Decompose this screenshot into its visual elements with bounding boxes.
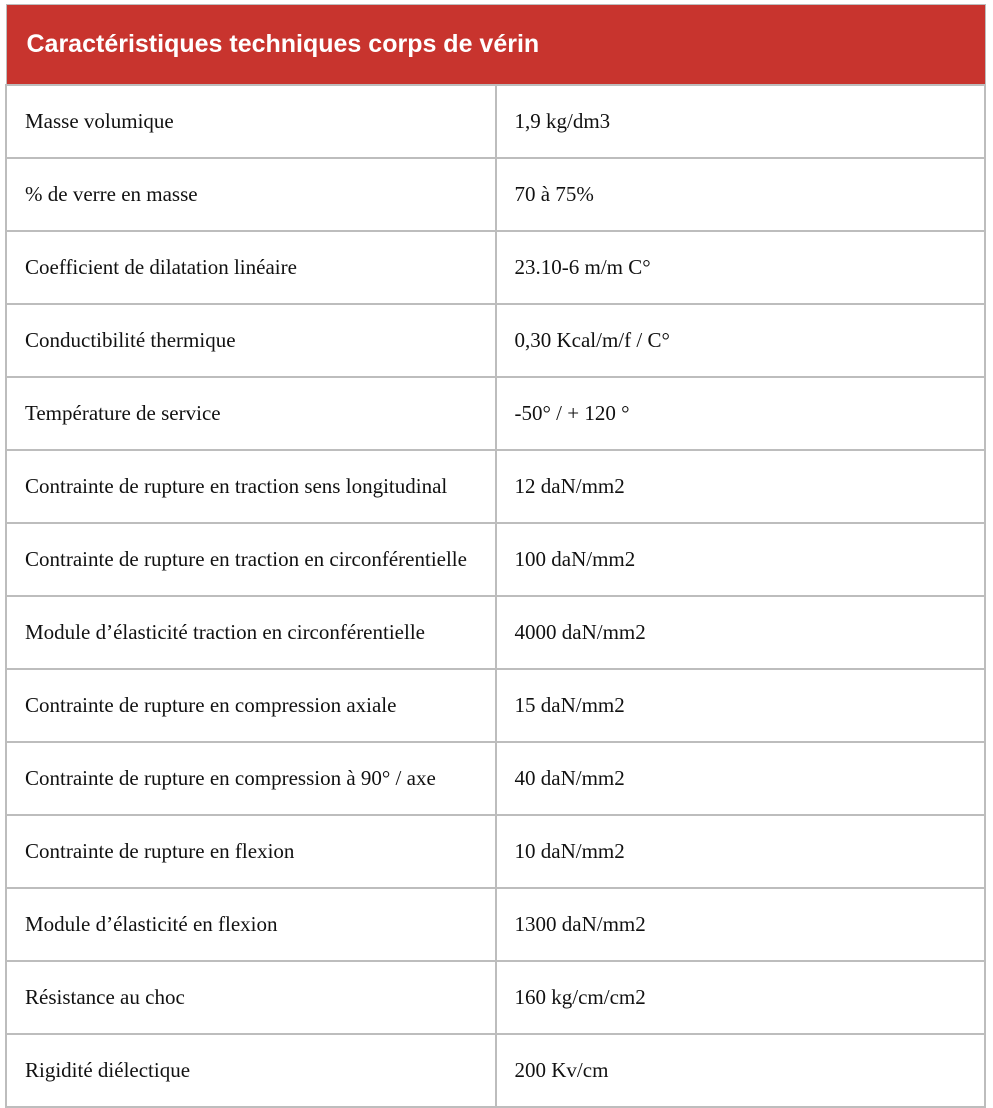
table-row	[6, 596, 985, 669]
row-label: Module d’élasticité en flexion	[6, 888, 496, 961]
row-label: % de verre en masse	[6, 158, 496, 231]
row-label: Contrainte de rupture en compression axiale	[6, 669, 496, 742]
row-label: Coefficient de dilatation linéaire	[6, 231, 496, 304]
row-label: Contrainte de rupture en traction sens longitudinal	[6, 450, 496, 523]
row-label: Masse volumique	[6, 85, 496, 158]
row-label: Résistance au choc	[6, 961, 496, 1034]
table-row	[6, 304, 985, 377]
row-value: 1,9 kg/dm3	[496, 85, 986, 158]
table-row	[6, 377, 985, 450]
row-value: 0,30 Kcal/m/f / C°	[496, 304, 986, 377]
row-label: Température de service	[6, 377, 496, 450]
table-row	[6, 231, 985, 304]
row-label: Rigidité diélectique	[6, 1034, 496, 1107]
row-value: -50° / + 120 °	[496, 377, 986, 450]
row-value: 160 kg/cm/cm2	[496, 961, 986, 1034]
row-value: 70 à 75%	[496, 158, 986, 231]
table-row	[6, 815, 985, 888]
row-value: 1300 daN/mm2	[496, 888, 986, 961]
table-title: Caractéristiques techniques corps de vérin	[6, 5, 985, 86]
row-value: 100 daN/mm2	[496, 523, 986, 596]
table-header-row	[6, 5, 985, 86]
row-label: Contrainte de rupture en flexion	[6, 815, 496, 888]
row-label: Module d’élasticité traction en circonférentielle	[6, 596, 496, 669]
row-label: Conductibilité thermique	[6, 304, 496, 377]
row-value: 15 daN/mm2	[496, 669, 986, 742]
row-label: Contrainte de rupture en compression à 90° / axe	[6, 742, 496, 815]
table-row	[6, 742, 985, 815]
row-value: 200 Kv/cm	[496, 1034, 986, 1107]
table-row	[6, 888, 985, 961]
table-row	[6, 450, 985, 523]
spec-table	[5, 4, 986, 1108]
table-row	[6, 158, 985, 231]
row-label: Contrainte de rupture en traction en circonférentielle	[6, 523, 496, 596]
row-value: 10 daN/mm2	[496, 815, 986, 888]
table-row	[6, 523, 985, 596]
row-value: 40 daN/mm2	[496, 742, 986, 815]
table-row	[6, 85, 985, 158]
table-row	[6, 1034, 985, 1107]
row-value: 23.10-6 m/m C°	[496, 231, 986, 304]
table-row	[6, 961, 985, 1034]
row-value: 4000 daN/mm2	[496, 596, 986, 669]
table-row	[6, 669, 985, 742]
row-value: 12 daN/mm2	[496, 450, 986, 523]
